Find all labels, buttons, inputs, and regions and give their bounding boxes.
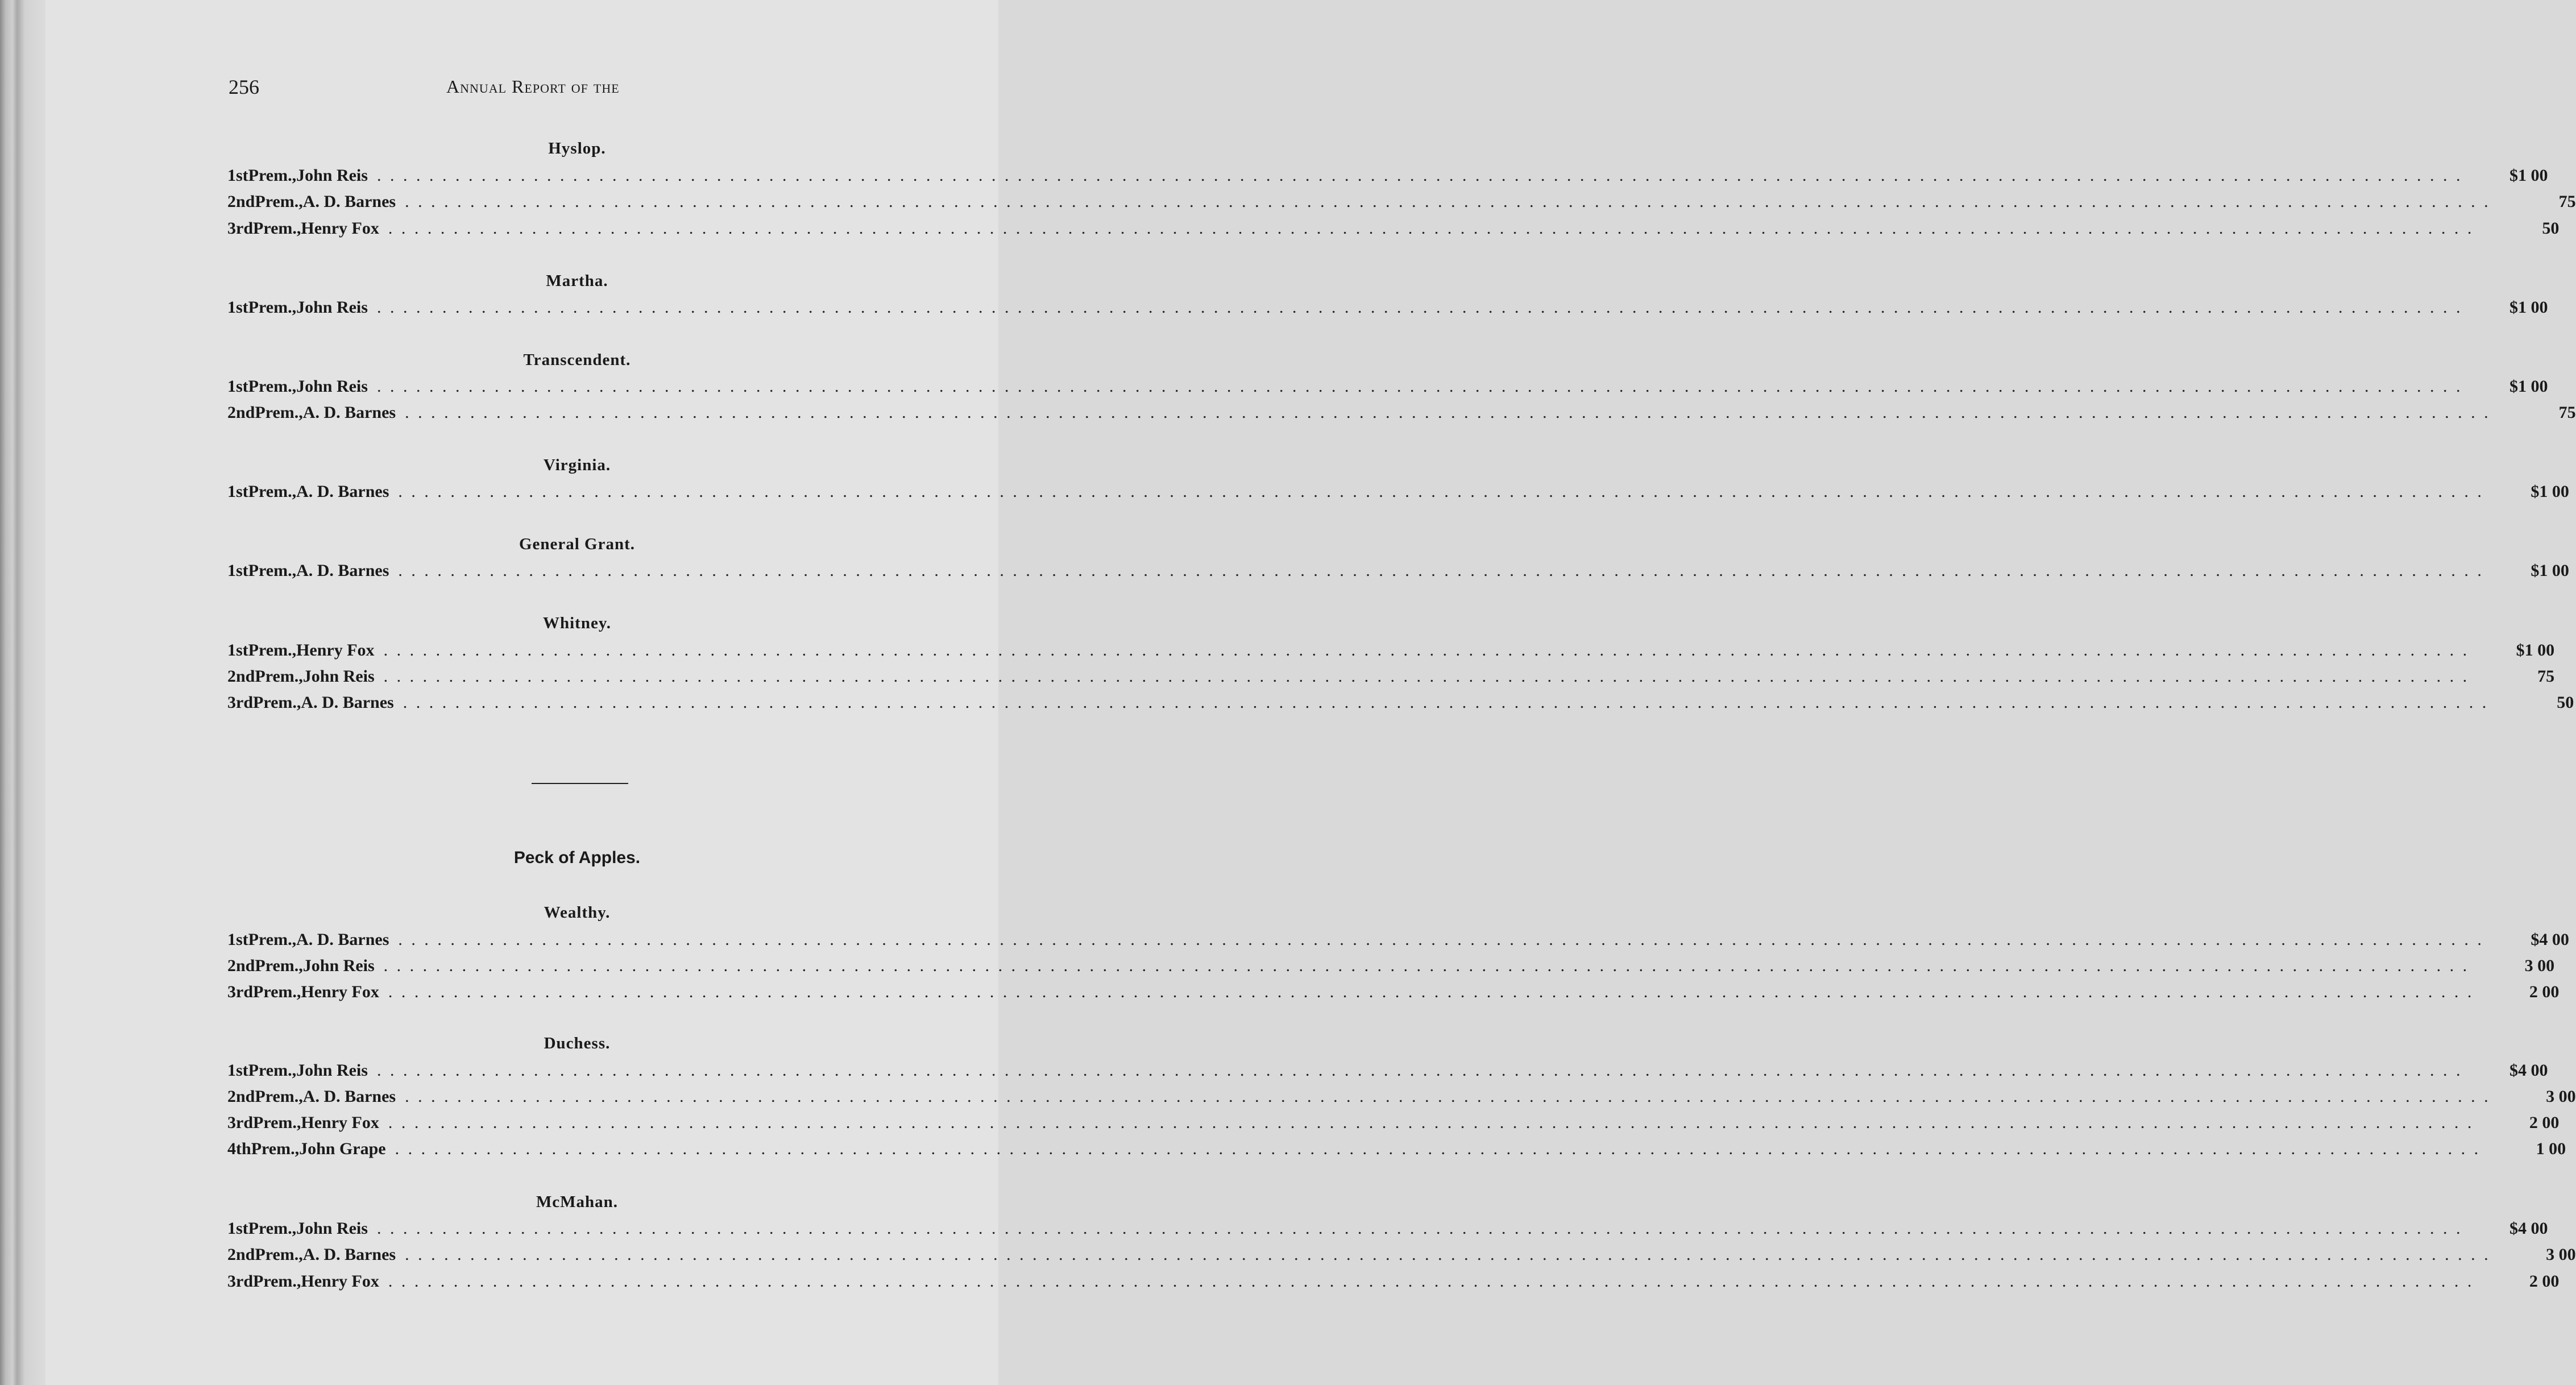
dot-leader: . . . . . . . . . . . . . . . . . . . . . . . . . . . . . . . . . . . . . . . . . . . . . . . . . . . . . . . . . . . . . . . . . . . . . . . . . . . . . . . . . . . . . . . . . . . . . . . . . . . . . . . . . . . . . . . . . . . . . . . . . . . . . . . . . . . . . . . . . . . . . . . . . . . . . . . . . . . . . . . . (383, 956, 2470, 975)
premium-amount: 3 00 (2524, 956, 2555, 975)
winner-name: A. D. Barnes (302, 192, 396, 211)
premium-amount: 2 00 (2529, 1113, 2560, 1132)
premium-amount: 50 (2542, 219, 2560, 238)
premium-amount: $1 00 (2509, 166, 2548, 185)
winner-name: A. D. Barnes (302, 1087, 396, 1106)
winner-name: John Reis (302, 667, 375, 686)
premium-amount: 75 (2537, 667, 2555, 686)
premium-place: 1st (227, 166, 248, 185)
premium-row (227, 377, 2548, 400)
dot-leader: . . . . . . . . . . . . . . . . . . . . . . . . . . . . . . . . . . . . . . . . . . . . . . . . . . . . . . . . . . . . . . . . . . . . . . . . . . . . . . . . . . . . . . . . . . . . . . . . . . . . . . . . . . . . . . . . . . . . . . . . . . . . . . . . . . . . . . . . . . . . . . . . . . . . . . . . . . . . . . . . (383, 667, 2470, 686)
variety-heading: Martha. (546, 272, 608, 290)
premium-row (227, 298, 2548, 321)
premium-place: 4th (227, 1139, 251, 1158)
premium-place: 1st (227, 641, 248, 660)
premium-place: 2nd (227, 1087, 255, 1106)
premium-row (227, 641, 2555, 664)
premium-label: Prem., (255, 1245, 303, 1264)
winner-name: Henry Fox (296, 641, 375, 660)
premium-row (227, 166, 2548, 189)
premium-place: 1st (227, 298, 248, 317)
dot-leader: . . . . . . . . . . . . . . . . . . . . . . . . . . . . . . . . . . . . . . . . . . . . . . . . . . . . . . . . . . . . . . . . . . . . . . . . . . . . . . . . . . . . . . . . . . . . . . . . . . . . . . . . . . . . . . . . . . . . . . . . . . . . . . . . . . . . . . . . . . . . . . . . . . . . . . . . . . . . . . . . (376, 1219, 2463, 1238)
winner-name: Henry Fox (301, 1113, 379, 1132)
winner-name: A. D. Barnes (296, 482, 389, 501)
winner-name: John Reis (296, 1061, 368, 1080)
winner-name: John Grape (299, 1139, 386, 1158)
premium-amount: $4 00 (2509, 1061, 2548, 1080)
premium-label: Prem., (248, 561, 297, 580)
premium-row (227, 693, 2574, 716)
dot-leader: . . . . . . . . . . . . . . . . . . . . . . . . . . . . . . . . . . . . . . . . . . . . . . . . . . . . . . . . . . . . . . . . . . . . . . . . . . . . . . . . . . . . . . . . . . . . . . . . . . . . . . . . . . . . . . . . . . . . . . . . . . . . . . . . . . . . . . . . . . . . . . . . . . . . . . . . . . . . . . . . (376, 1061, 2463, 1080)
dot-leader: . . . . . . . . . . . . . . . . . . . . . . . . . . . . . . . . . . . . . . . . . . . . . . . . . . . . . . . . . . . . . . . . . . . . . . . . . . . . . . . . . . . . . . . . . . . . . . . . . . . . . . . . . . . . . . . . . . . . . . . . . . . . . . . . . . . . . . . . . . . . . . . . . . . . . . . . . . . . . . . . (405, 1245, 2491, 1264)
dot-leader: . . . . . . . . . . . . . . . . . . . . . . . . . . . . . . . . . . . . . . . . . . . . . . . . . . . . . . . . . . . . . . . . . . . . . . . . . . . . . . . . . . . . . . . . . . . . . . . . . . . . . . . . . . . . . . . . . . . . . . . . . . . . . . . . . . . . . . . . . . . . . . . . . . . . . . . . . . . . . . . . (398, 561, 2484, 580)
premium-label: Prem., (255, 1087, 303, 1106)
premium-label: Prem., (255, 192, 303, 211)
winner-name: John Reis (296, 1219, 368, 1238)
dot-leader: . . . . . . . . . . . . . . . . . . . . . . . . . . . . . . . . . . . . . . . . . . . . . . . . . . . . . . . . . . . . . . . . . . . . . . . . . . . . . . . . . . . . . . . . . . . . . . . . . . . . . . . . . . . . . . . . . . . . . . . . . . . . . . . . . . . . . . . . . . . . . . . . . . . . . . . . . . . . . . . . (388, 982, 2474, 1001)
variety-heading: Hyslop. (548, 139, 606, 157)
major-heading: Peck of Apples. (513, 848, 641, 867)
running-title: Annual Report of the (446, 76, 620, 97)
premium-place: 2nd (227, 667, 255, 686)
premium-amount: 2 00 (2529, 1272, 2560, 1291)
dot-leader: . . . . . . . . . . . . . . . . . . . . . . . . . . . . . . . . . . . . . . . . . . . . . . . . . . . . . . . . . . . . . . . . . . . . . . . . . . . . . . . . . . . . . . . . . . . . . . . . . . . . . . . . . . . . . . . . . . . . . . . . . . . . . . . . . . . . . . . . . . . . . . . . . . . . . . . . . . . . . . . . (388, 219, 2474, 238)
premium-row (227, 1272, 2560, 1295)
premium-place: 2nd (227, 403, 255, 422)
dot-leader: . . . . . . . . . . . . . . . . . . . . . . . . . . . . . . . . . . . . . . . . . . . . . . . . . . . . . . . . . . . . . . . . . . . . . . . . . . . . . . . . . . . . . . . . . . . . . . . . . . . . . . . . . . . . . . . . . . . . . . . . . . . . . . . . . . . . . . . . . . . . . . . . . . . . . . . . . . . . . . . . (376, 298, 2463, 317)
premium-row (227, 1245, 2576, 1268)
premium-row (227, 1219, 2548, 1242)
premium-label: Prem., (248, 641, 297, 660)
premium-row (227, 930, 2569, 953)
premium-label: Prem., (248, 166, 297, 185)
premium-label: Prem., (248, 1219, 297, 1238)
premium-amount: $1 00 (2531, 482, 2569, 501)
variety-heading: Virginia. (543, 456, 611, 474)
premium-place: 1st (227, 1219, 248, 1238)
premium-label: Prem., (255, 956, 303, 975)
premium-row (227, 667, 2555, 690)
page-header (229, 75, 941, 103)
premium-amount: 2 00 (2529, 982, 2560, 1001)
premium-amount: $4 00 (2509, 1219, 2548, 1238)
dot-leader: . . . . . . . . . . . . . . . . . . . . . . . . . . . . . . . . . . . . . . . . . . . . . . . . . . . . . . . . . . . . . . . . . . . . . . . . . . . . . . . . . . . . . . . . . . . . . . . . . . . . . . . . . . . . . . . . . . . . . . . . . . . . . . . . . . . . . . . . . . . . . . . . . . . . . . . . . . . . . . . . (376, 377, 2463, 396)
variety-heading: Wealthy. (544, 903, 611, 922)
premium-label: Prem., (248, 377, 297, 396)
premium-label: Prem., (255, 403, 303, 422)
dot-leader: . . . . . . . . . . . . . . . . . . . . . . . . . . . . . . . . . . . . . . . . . . . . . . . . . . . . . . . . . . . . . . . . . . . . . . . . . . . . . . . . . . . . . . . . . . . . . . . . . . . . . . . . . . . . . . . . . . . . . . . . . . . . . . . . . . . . . . . . . . . . . . . . . . . . . . . . . . . . . . . . (405, 403, 2491, 422)
premium-row (227, 956, 2555, 979)
winner-name: Henry Fox (301, 982, 379, 1001)
premium-row (227, 403, 2576, 426)
winner-name: John Reis (302, 956, 375, 975)
premium-row (227, 219, 2560, 242)
premium-place: 2nd (227, 192, 255, 211)
premium-place: 2nd (227, 1245, 255, 1264)
winner-name: Henry Fox (301, 219, 379, 238)
winner-name: A. D. Barnes (302, 1245, 396, 1264)
dot-leader: . . . . . . . . . . . . . . . . . . . . . . . . . . . . . . . . . . . . . . . . . . . . . . . . . . . . . . . . . . . . . . . . . . . . . . . . . . . . . . . . . . . . . . . . . . . . . . . . . . . . . . . . . . . . . . . . . . . . . . . . . . . . . . . . . . . . . . . . . . . . . . . . . . . . . . . . . . . . . . . . (395, 1139, 2481, 1158)
dot-leader: . . . . . . . . . . . . . . . . . . . . . . . . . . . . . . . . . . . . . . . . . . . . . . . . . . . . . . . . . . . . . . . . . . . . . . . . . . . . . . . . . . . . . . . . . . . . . . . . . . . . . . . . . . . . . . . . . . . . . . . . . . . . . . . . . . . . . . . . . . . . . . . . . . . . . . . . . . . . . . . . (398, 482, 2484, 501)
premium-label: Prem., (248, 930, 297, 949)
variety-heading: Whitney. (543, 614, 611, 632)
winner-name: John Reis (296, 166, 368, 185)
winner-name: A. D. Barnes (302, 403, 396, 422)
winner-name: A. D. Barnes (296, 561, 389, 580)
premium-label: Prem., (253, 219, 301, 238)
dot-leader: . . . . . . . . . . . . . . . . . . . . . . . . . . . . . . . . . . . . . . . . . . . . . . . . . . . . . . . . . . . . . . . . . . . . . . . . . . . . . . . . . . . . . . . . . . . . . . . . . . . . . . . . . . . . . . . . . . . . . . . . . . . . . . . . . . . . . . . . . . . . . . . . . . . . . . . . . . . . . . . . (376, 166, 2463, 185)
premium-place: 1st (227, 930, 248, 949)
premium-place: 3rd (227, 982, 253, 1001)
premium-row (227, 1139, 2566, 1162)
premium-amount: $1 00 (2531, 561, 2569, 580)
page-number: 256 (229, 76, 259, 98)
dot-leader: . . . . . . . . . . . . . . . . . . . . . . . . . . . . . . . . . . . . . . . . . . . . . . . . . . . . . . . . . . . . . . . . . . . . . . . . . . . . . . . . . . . . . . . . . . . . . . . . . . . . . . . . . . . . . . . . . . . . . . . . . . . . . . . . . . . . . . . . . . . . . . . . . . . . . . . . . . . . . . . . (405, 192, 2491, 211)
premium-label: Prem., (253, 1113, 301, 1132)
premium-amount: 75 (2558, 192, 2576, 211)
scan-binding-edge (0, 0, 45, 1385)
premium-amount: 3 00 (2546, 1245, 2576, 1264)
winner-name: A. D. Barnes (296, 930, 389, 949)
premium-place: 3rd (227, 1272, 253, 1291)
premium-label: Prem., (248, 482, 297, 501)
dot-leader: . . . . . . . . . . . . . . . . . . . . . . . . . . . . . . . . . . . . . . . . . . . . . . . . . . . . . . . . . . . . . . . . . . . . . . . . . . . . . . . . . . . . . . . . . . . . . . . . . . . . . . . . . . . . . . . . . . . . . . . . . . . . . . . . . . . . . . . . . . . . . . . . . . . . . . . . . . . . . . . . (383, 641, 2470, 660)
premium-label: Prem., (248, 298, 297, 317)
premium-label: Prem., (253, 693, 301, 712)
premium-place: 1st (227, 561, 248, 580)
dot-leader: . . . . . . . . . . . . . . . . . . . . . . . . . . . . . . . . . . . . . . . . . . . . . . . . . . . . . . . . . . . . . . . . . . . . . . . . . . . . . . . . . . . . . . . . . . . . . . . . . . . . . . . . . . . . . . . . . . . . . . . . . . . . . . . . . . . . . . . . . . . . . . . . . . . . . . . . . . . . . . . . (388, 1113, 2474, 1132)
premium-row (227, 982, 2560, 1005)
premium-label: Prem., (253, 982, 301, 1001)
premium-row (227, 1087, 2576, 1110)
dot-leader: . . . . . . . . . . . . . . . . . . . . . . . . . . . . . . . . . . . . . . . . . . . . . . . . . . . . . . . . . . . . . . . . . . . . . . . . . . . . . . . . . . . . . . . . . . . . . . . . . . . . . . . . . . . . . . . . . . . . . . . . . . . . . . . . . . . . . . . . . . . . . . . . . . . . . . . . . . . . . . . . (398, 930, 2484, 949)
premium-amount: $4 00 (2531, 930, 2569, 949)
section-divider (532, 783, 628, 784)
premium-place: 1st (227, 1061, 248, 1080)
premium-label: Prem., (248, 1061, 297, 1080)
premium-amount: $1 00 (2509, 377, 2548, 396)
winner-name: Henry Fox (301, 1272, 379, 1291)
premium-label: Prem., (253, 1272, 301, 1291)
premium-row (227, 561, 2569, 584)
winner-name: John Reis (296, 298, 368, 317)
premium-label: Prem., (255, 667, 303, 686)
premium-amount: 3 00 (2546, 1087, 2576, 1106)
variety-heading: Transcendent. (523, 351, 631, 369)
premium-row (227, 1061, 2548, 1084)
winner-name: John Reis (296, 377, 368, 396)
premium-row (227, 192, 2576, 215)
premium-place: 3rd (227, 693, 253, 712)
premium-place: 3rd (227, 219, 253, 238)
premium-amount: 1 00 (2536, 1139, 2566, 1158)
premium-row (227, 482, 2569, 505)
variety-heading: McMahan. (536, 1193, 619, 1211)
variety-heading: General Grant. (518, 535, 636, 553)
premium-amount: $1 00 (2516, 641, 2555, 660)
winner-name: A. D. Barnes (301, 693, 394, 712)
premium-place: 2nd (227, 956, 255, 975)
dot-leader: . . . . . . . . . . . . . . . . . . . . . . . . . . . . . . . . . . . . . . . . . . . . . . . . . . . . . . . . . . . . . . . . . . . . . . . . . . . . . . . . . . . . . . . . . . . . . . . . . . . . . . . . . . . . . . . . . . . . . . . . . . . . . . . . . . . . . . . . . . . . . . . . . . . . . . . . . . . . . . . . (388, 1272, 2474, 1291)
premium-place: 1st (227, 377, 248, 396)
premium-row (227, 1113, 2560, 1136)
dot-leader: . . . . . . . . . . . . . . . . . . . . . . . . . . . . . . . . . . . . . . . . . . . . . . . . . . . . . . . . . . . . . . . . . . . . . . . . . . . . . . . . . . . . . . . . . . . . . . . . . . . . . . . . . . . . . . . . . . . . . . . . . . . . . . . . . . . . . . . . . . . . . . . . . . . . . . . . . . . . . . . . (405, 1087, 2491, 1106)
dot-leader: . . . . . . . . . . . . . . . . . . . . . . . . . . . . . . . . . . . . . . . . . . . . . . . . . . . . . . . . . . . . . . . . . . . . . . . . . . . . . . . . . . . . . . . . . . . . . . . . . . . . . . . . . . . . . . . . . . . . . . . . . . . . . . . . . . . . . . . . . . . . . . . . . . . . . . . . . . . . . . . . (403, 693, 2489, 712)
premium-amount: 50 (2557, 693, 2574, 712)
premium-amount: 75 (2558, 403, 2576, 422)
premium-label: Prem., (251, 1139, 300, 1158)
premium-place: 3rd (227, 1113, 253, 1132)
premium-place: 1st (227, 482, 248, 501)
premium-amount: $1 00 (2509, 298, 2548, 317)
variety-heading: Duchess. (544, 1034, 611, 1052)
